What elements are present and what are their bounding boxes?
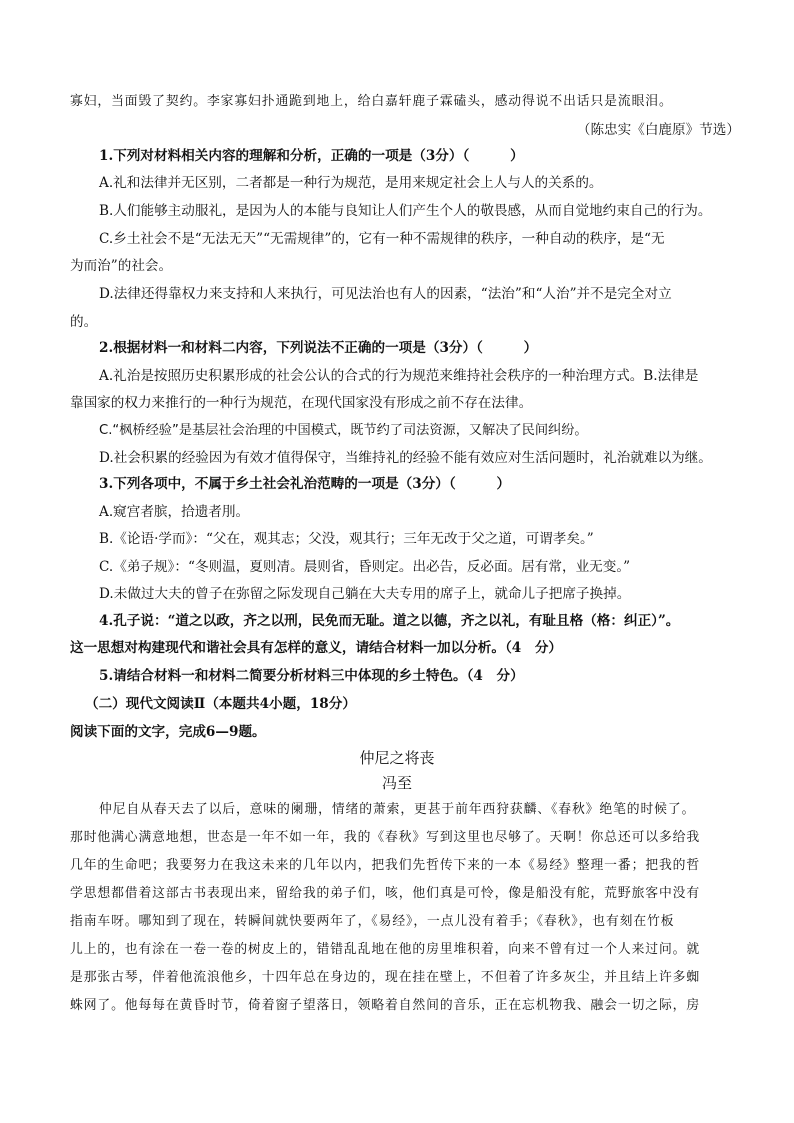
article-line: 学思想都借着这部古书表现出来，留给我的弟子们，咳，他们真是可怜，像是船没有舵，荒野旅客中没有 [70,886,701,901]
article-line: 仲尼自从春天去了以后，意味的阑珊，情绪的萧索，更甚于前年西狩获麟、《春秋》绝笔的时候了。 [99,802,696,817]
question-3-option-a: A.窥宫者膑，拾遗者刖。 [99,504,250,520]
paragraph-line: 寡妇，当面毁了契约。李家寡妇扑通跪到地上，给白嘉轩鹿子霖磕头，感动得说不出话只是流眼泪。 [70,94,673,109]
section-heading: （二）现代文阅读Ⅱ（本题共4小题，18分） [85,696,356,712]
question-1-stem: 1.下列对材料相关内容的理解和分析，正确的一项是（3分）（ ） [99,148,524,164]
question-4-line-1: 4.孔子说：“道之以政，齐之以刑，民免而无耻。道之以德，齐之以礼，有耻且格（格：纠正）”。 [99,613,680,629]
question-1-option-a: A.礼和法律并无区别，二者都是一种行为规范，是用来规定社会上人与人的关系的。 [99,175,603,191]
question-4-line-2: 这一思想对构建现代和谐社会具有怎样的意义，请结合材料一加以分析。（4 分） [70,640,563,656]
article-line: 儿上的，也有涂在一卷一卷的树皮上的，错错乱乱地在他的房里堆积着，向来不曾有过一个人来过问。就 [70,942,701,957]
question-2-option-ab: A.礼治是按照历史积累形成的社会公认的合式的行为规范来维持社会秩序的一种治理方式。B.法律是 [99,368,699,384]
question-5: 5.请结合材料一和材料二简要分析材料三中体现的乡土特色。（4 分） [99,668,524,684]
article-line: 指南车呀。哪知到了现在，转瞬间就快要两年了，《易经》，一点儿没有着手；《春秋》，也有刻在竹板 [70,914,675,929]
question-1-option-d: D.法律还得靠权力来支持和人来执行，可见法治也有人的因素，“法治”和“人治”并不是完全对立 [99,286,672,302]
article-line: 几年的生命吧；我要努力在我这未来的几年以内，把我们先哲传下来的一本《易经》整理一番；把我的哲 [70,858,701,873]
article-line: 蛛网了。他每每在黄昏时节，倚着窗子望落日，领略着自然间的音乐，正在忘机物我、融会一切之际，房 [70,998,701,1013]
article-author: 冯至 [381,774,412,792]
article-line: 是那张古琴，伴着他流浪他乡，十四年总在身边的，现在挂在壁上，不但着了许多灰尘，并且结上许多蜘 [70,970,701,985]
question-2-option-d: D.社会积累的经验因为有效才值得保守，当维持礼的经验不能有效应对生活问题时，礼治就难以为继。 [99,450,712,466]
article-line: 那时他满心满意地想，世态是一年不如一年，我的《春秋》写到这里也尽够了。天啊！你总还可以多给我 [70,830,701,845]
question-2-stem: 2.根据材料一和材料二内容，下列说法不正确的一项是（3分）（ ） [99,340,538,356]
question-2-option-c: C.“枫桥经验”是基层社会治理的中国模式，既节约了司法资源，又解决了民间纠纷。 [99,423,588,438]
question-1-option-c: C.乡土社会不是“无法无天”“无需规律”的，它有一种不需规律的秩序，一种自动的秩序，是“无 [99,231,665,247]
question-3-option-b: B.《论语·学而》：“父在，观其志；父没，观其行；三年无改于父之道，可谓孝矣。” [99,531,594,547]
question-1-option-c-cont: 为而治”的社会。 [70,258,173,274]
question-1-option-b: B.人们能够主动服礼，是因为人的本能与良知让人们产生个人的敬畏感，从而自觉地约束自己的行为。 [99,203,712,219]
question-1-option-d-cont: 的。 [70,314,98,330]
question-3-option-c: C.《弟子规》：“冬则温，夏则凊。晨则省，昏则定。出必告，反必面。居有常，业无变。” [99,559,631,575]
question-2-option-ab-cont: 靠国家的权力来推行的一种行为规范，在现代国家没有形成之前不存在法律。 [70,395,533,411]
question-3-stem: 3.下列各项中，不属于乡土社会礼治范畴的一项是（3分）（ ） [99,476,511,492]
question-3-option-d: D.未做过大夫的曾子在弥留之际发现自己躺在大夫专用的席子上，就命儿子把席子换掉。 [99,586,631,602]
reading-instruction: 阅读下面的文字，完成6—9题。 [70,724,266,740]
source-citation: （陈忠实《白鹿原》节选） [576,122,740,138]
article-title: 仲尼之将丧 [359,749,435,767]
